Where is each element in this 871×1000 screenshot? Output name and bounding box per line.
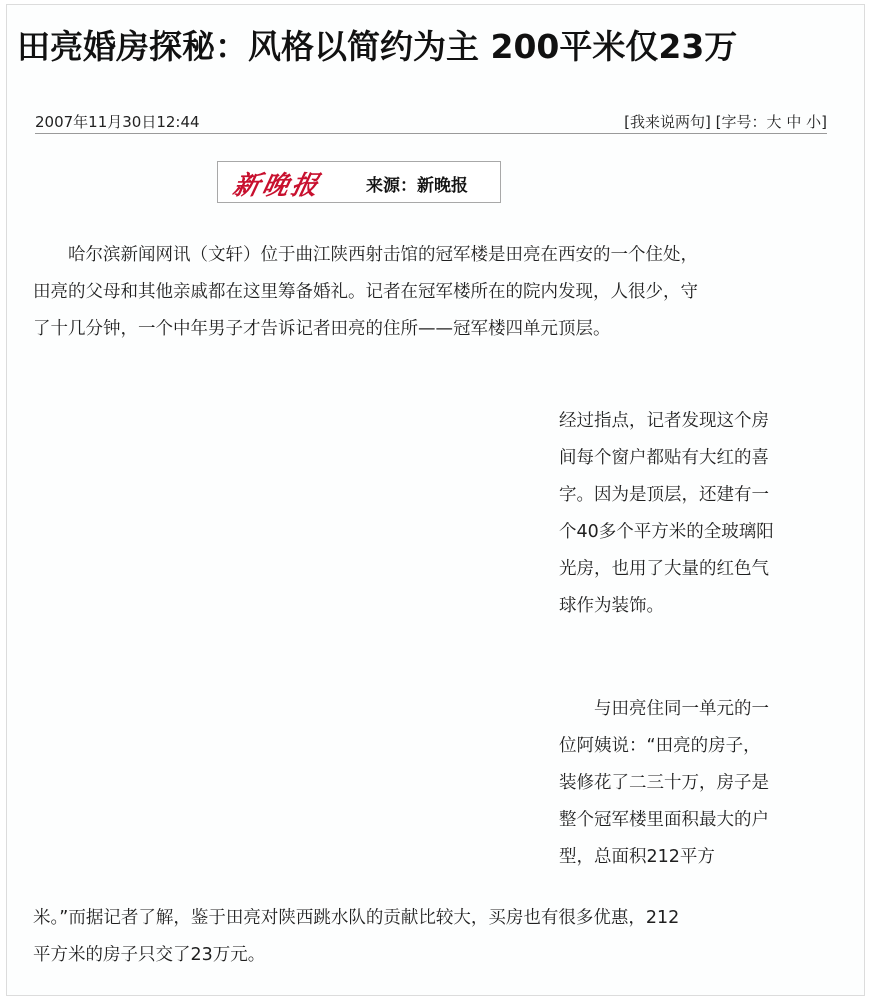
paragraph-line: 整个冠军楼里面积最大的户 [559,810,769,830]
comment-link[interactable]: [我来说两句] [624,113,711,131]
paragraph-line: 与田亮住同一单元的一 [594,699,769,719]
paragraph-2 [559,403,819,625]
font-size-medium-button[interactable]: 中 [786,113,802,131]
paragraph-line: 经过指点，记者发现这个房 [559,411,769,431]
paragraph-3 [559,691,819,876]
paragraph-line: 平方米的房子只交了23万元。 [33,945,266,965]
paragraph-1 [33,237,831,348]
font-size-small-button[interactable]: 小 [806,113,822,131]
article-page [6,4,865,996]
paragraph-line: 装修花了二三十万，房子是 [559,773,769,793]
paragraph-line: 了十几分钟，一个中年男子才告诉记者田亮的住所——冠军楼四单元顶层。 [33,319,611,339]
publish-date: 2007年11月30日12:44 [35,113,200,131]
paragraph-line: 型，总面积212平方 [559,847,715,867]
paragraph-line: 米。”而据记者了解，鉴于田亮对陕西跳水队的贡献比较大，买房也有很多优惠，212 [33,908,680,928]
source-label: 来源：新晚报 [366,176,468,196]
paragraph-line: 球作为装饰。 [559,596,664,616]
paragraph-line: 个40多个平方米的全玻璃阳 [559,522,774,542]
paragraph-line: 光房，也用了大量的红色气 [559,559,769,579]
paragraph-4 [33,900,831,974]
font-size-close-bracket: ] [821,113,827,131]
article-tools [624,111,827,132]
newspaper-logo: 新晚报 [230,171,324,201]
paragraph-line: 间每个窗户都贴有大红的喜 [559,448,769,468]
font-size-large-button[interactable]: 大 [766,113,782,131]
source-banner [217,161,501,203]
paragraph-line: 田亮的父母和其他亲戚都在这里筹备婚礼。记者在冠军楼所在的院内发现，人很少，守 [33,282,698,302]
article-title: 田亮婚房探秘：风格以简约为主 200平米仅23万 [17,27,738,66]
font-size-label: [字号： [715,113,767,131]
paragraph-line: 字。因为是顶层，还建有一 [559,485,769,505]
paragraph-line: 位阿姨说：“田亮的房子， [559,736,761,756]
article-meta-bar [35,109,827,134]
paragraph-line: 哈尔滨新闻网讯（文轩）位于曲江陕西射击馆的冠军楼是田亮在西安的一个住处， [68,245,698,265]
